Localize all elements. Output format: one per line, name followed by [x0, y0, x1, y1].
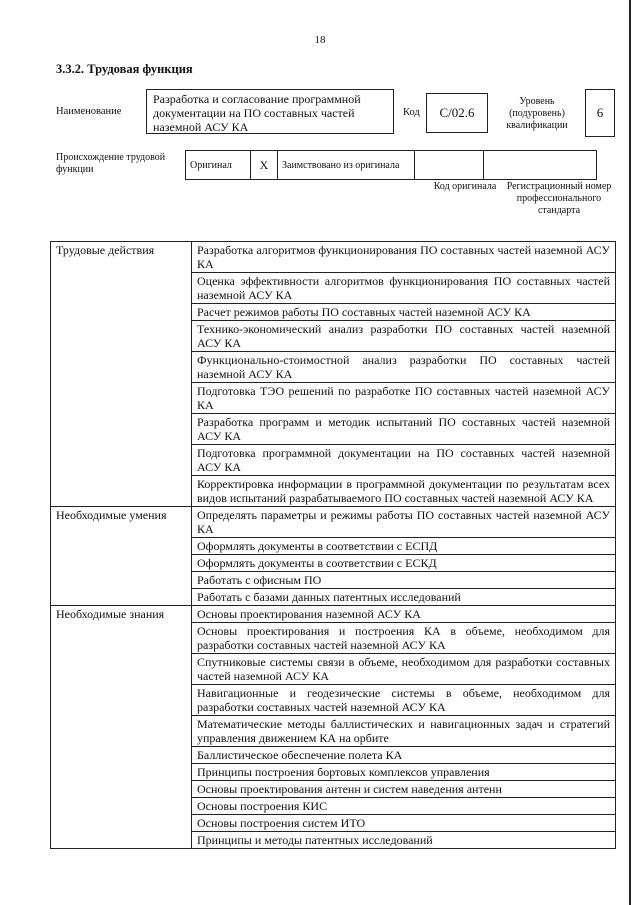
section-item: Основы построения систем ИТО — [192, 815, 616, 832]
name-label: Наименование — [56, 106, 122, 117]
section-item: Функционально-стоимостной анализ разработки ПО составных частей наземной АСУ КА — [192, 352, 616, 383]
reg-number-caption: Регистрационный номер профессионального стандарта — [506, 181, 612, 216]
section-item: Подготовка ТЭО решений по разработке ПО составных частей наземной АСУ КА — [192, 383, 616, 414]
section-item: Оформлять документы в соответствии с ЕСПД — [192, 538, 616, 555]
section-item: Баллистическое обеспечение полета КА — [192, 747, 616, 764]
section-item: Оценка эффективности алгоритмов функционирования ПО составных частей наземной АСУ КА — [192, 273, 616, 304]
section-item: Принципы и методы патентных исследований — [192, 832, 616, 849]
section-item: Расчет режимов работы ПО составных частей наземной АСУ КА — [192, 304, 616, 321]
section-item: Разработка программ и методик испытаний ПО составных частей наземной АСУ КА — [192, 414, 616, 445]
section-item: Работать с базами данных патентных исследований — [192, 589, 616, 606]
section-item: Корректировка информации в программной документации по результатам всех видов испытаний разрабатываемого ПО составных частей наземной АСУ КА — [192, 476, 616, 507]
borrowed-label: Заимствовано из оригинала — [278, 151, 415, 180]
function-name-box: Разработка и согласование программной документации на ПО составных частей наземной АСУ КА — [146, 89, 394, 134]
section-item: Навигационные и геодезические системы в объеме, необходимом для разработки составных частей наземной АСУ КА — [192, 685, 616, 716]
origin-table — [185, 150, 597, 180]
code-value-box: С/02.6 — [426, 93, 488, 133]
code-original-caption: Код оригинала — [433, 181, 497, 192]
table-row — [51, 242, 616, 273]
code-original-cell — [415, 151, 484, 180]
section-item: Принципы построения бортовых комплексов управления — [192, 764, 616, 781]
original-label: Оригинал — [186, 151, 251, 180]
section-item: Подготовка программной документации на ПО составных частей наземной АСУ КА — [192, 445, 616, 476]
function-details-table — [50, 241, 616, 849]
section-item: Технико-экономический анализ разработки ПО составных частей наземной АСУ КА — [192, 321, 616, 352]
section-item: Основы проектирования наземной АСУ КА — [192, 606, 616, 623]
section-item: Основы проектирования антенн и систем наведения антенн — [192, 781, 616, 798]
section-item: Оформлять документы в соответствии с ЕСКД — [192, 555, 616, 572]
page-number: 18 — [314, 34, 326, 46]
section-category: Необходимые знания — [51, 606, 192, 849]
table-row — [51, 507, 616, 538]
section-category: Необходимые умения — [51, 507, 192, 606]
table-row — [51, 606, 616, 623]
section-item: Разработка алгоритмов функционирования ПО составных частей наземной АСУ КА — [192, 242, 616, 273]
original-mark: Х — [251, 151, 278, 180]
section-item: Основы проектирования и построения КА в объеме, необходимом для разработки составных частей наземной АСУ КА — [192, 623, 616, 654]
level-value-box: 6 — [585, 89, 615, 137]
section-item: Определять параметры и режимы работы ПО составных частей наземной АСУ КА — [192, 507, 616, 538]
code-label: Код — [403, 107, 420, 118]
section-item: Работать с офисным ПО — [192, 572, 616, 589]
section-item: Математические методы баллистических и навигационных задач и стратегий управления движением КА на орбите — [192, 716, 616, 747]
level-label: Уровень (подуровень) квалификации — [506, 96, 568, 131]
section-title: 3.3.2. Трудовая функция — [56, 62, 193, 76]
page-edge-line — [629, 0, 631, 905]
origin-label: Происхождение трудовой функции — [56, 152, 166, 175]
section-item: Основы построения КИС — [192, 798, 616, 815]
section-item: Спутниковые системы связи в объеме, необходимом для разработки составных частей наземной АСУ КА — [192, 654, 616, 685]
reg-number-cell — [484, 151, 597, 180]
section-category: Трудовые действия — [51, 242, 192, 507]
